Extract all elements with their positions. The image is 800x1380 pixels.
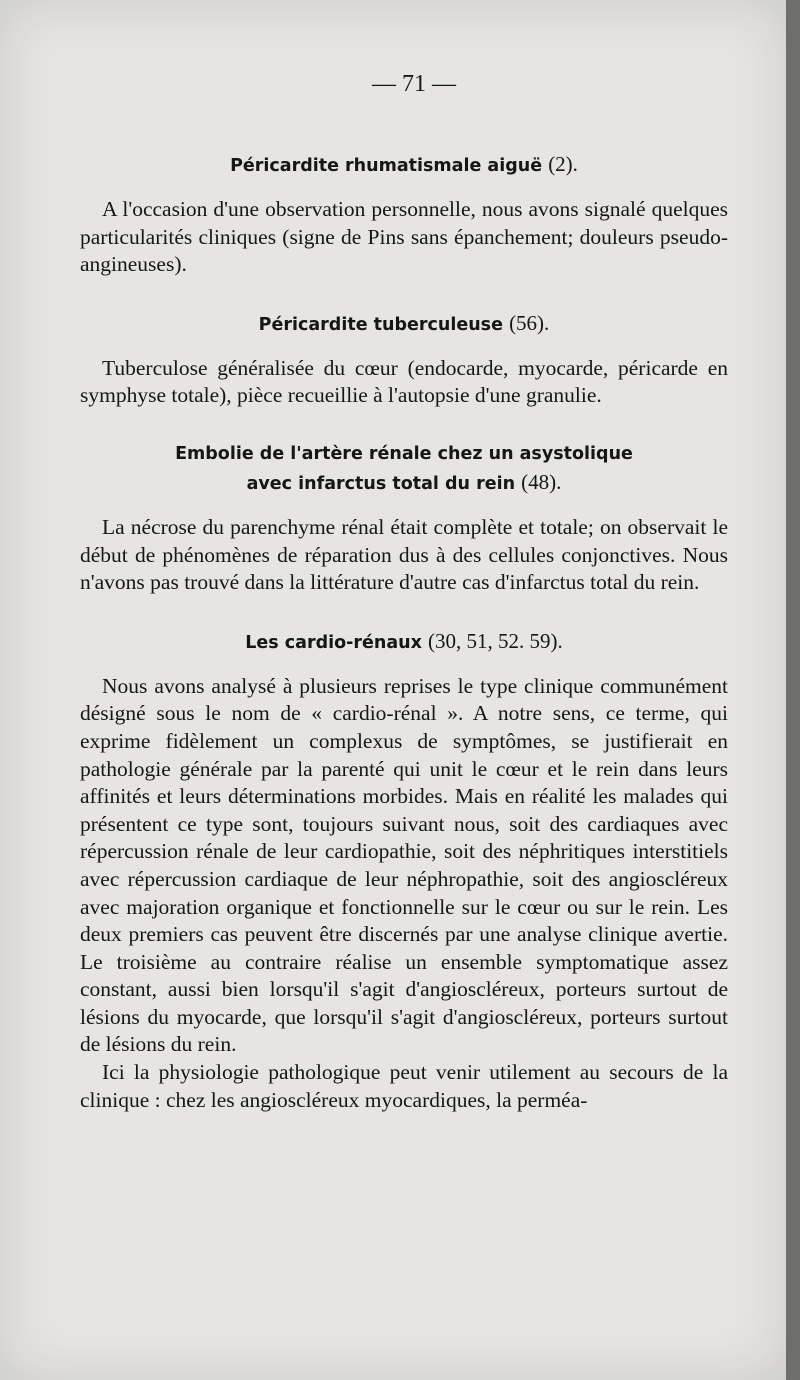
heading-text: Péricardite tuberculeuse xyxy=(258,314,503,335)
section-heading-embolie-line2 xyxy=(80,468,728,498)
heading-reference: (56). xyxy=(509,310,550,335)
paragraph: A l'occasion d'une observation personnelle, nous avons signalé quelques particularités cliniques (signe de Pins sans épanchement; douleurs pseudo-angineuses). xyxy=(80,197,728,277)
section-heading-embolie-line1: Embolie de l'artère rénale chez un asystolique xyxy=(175,443,633,464)
section-heading-cardio-renaux xyxy=(80,627,728,657)
page-edge xyxy=(786,0,800,1380)
heading-reference: (2). xyxy=(548,152,578,176)
paragraph: Tuberculose généralisée du cœur (endocarde, myocarde, péricarde en symphyse totale), pièce recueillie à l'autopsie d'une granulie. xyxy=(80,355,728,408)
heading-reference: (48). xyxy=(521,469,562,494)
page-number: — 71 — xyxy=(372,71,456,97)
section-heading-pericardite-rhumatismale xyxy=(80,150,728,180)
heading-text: Péricardite rhumatismale aiguë xyxy=(230,156,543,176)
section-heading-pericardite-tuberculeuse xyxy=(80,309,728,339)
paragraph: Ici la physiologie pathologique peut venir utilement au secours de la clinique : chez les angioscléreux myocardiques, la perméa- xyxy=(80,1060,728,1112)
paragraph: La nécrose du parenchyme rénal était complète et totale; on observait le début de phénomènes de réparation dus à des cellules conjonctives. Nous n'avons pas trouvé dans la littérature d'autre cas d'infarctus total du rein. xyxy=(80,514,728,595)
paragraph: Nous avons analysé à plusieurs reprises le type clinique communément désigné sous le nom de « cardio-rénal ». A notre sens, ce terme, qui exprime fidèlement un complexus de symptômes, se justifierait en pathologie générale par la parenté qui unit le cœur et le rein dans leurs affinités et leurs déterminations morbides. Mais en réalité les malades qui présentent ce type sont, toujours suivant nous, soit des cardiaques avec répercussion rénale de leur cardiopathie, soit des néphritiques interstitiels avec répercussion cardiaque de leur néphropathie, soit des angioscléreux avec majoration organique et fonctionnelle sur le cœur ou sur le rein. Les deux premiers cas peuvent être discernés par une analyse clinique avertie. Le troisième au contraire réalise un ensemble symptomatique assez constant, aussi bien lorsqu'il s'agit d'angioscléreux, porteurs surtout de lésions du myocarde, que lorsqu'il s'agit d'angioscléreux, porteurs surtout de lésions du rein. xyxy=(80,673,728,1057)
heading-text: avec infarctus total du rein xyxy=(246,473,516,494)
page-content xyxy=(80,70,728,1114)
heading-reference: (30, 51, 52. 59). xyxy=(428,628,563,653)
heading-text: Les cardio-rénaux xyxy=(245,632,422,653)
